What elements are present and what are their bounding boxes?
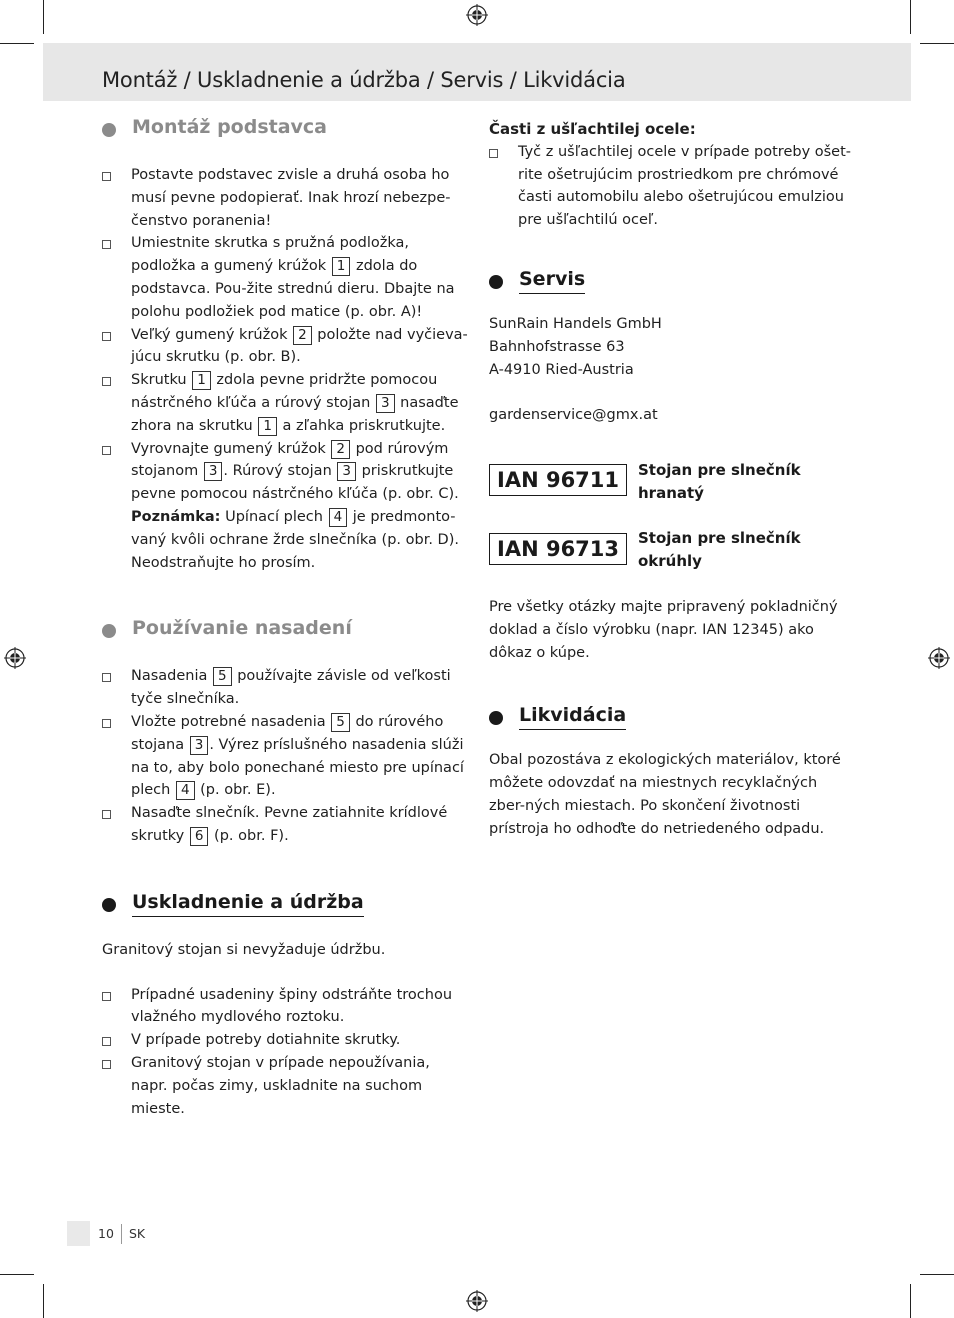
registration-mark-icon (466, 1290, 488, 1312)
service-email[interactable]: gardenservice@gmx.at (489, 407, 658, 424)
text-run: Vložte potrebné nasadenia (131, 713, 331, 730)
text-run: (p. obr. F). (209, 827, 289, 844)
list-item (102, 369, 470, 437)
part-number-ref: 3 (337, 462, 356, 481)
text-run: a zľahka priskrutkujte. (277, 417, 446, 434)
ian-product-label-line: Stojan pre slnečník (638, 461, 801, 479)
crop-mark (910, 1284, 911, 1318)
text-run: priskrutkujte pevne pomocou nástrčného kľúča (p. obr. C). (131, 463, 459, 503)
right-column (489, 118, 857, 427)
text-run: zdola pevne pridržte pomocou nástrčného kľúča a rúrový stojan (131, 372, 438, 411)
checkbox-bullet-icon (102, 1037, 111, 1046)
crop-mark (920, 1274, 954, 1275)
section-heading-text: Servis (519, 268, 585, 294)
text-run: Nasaďte slnečník. Pevne zatiahnite krídlové skrutky (131, 805, 448, 844)
list-item (102, 1029, 470, 1052)
part-number-ref: 3 (204, 462, 223, 481)
section-heading-text: Uskladnenie a údržba (132, 891, 364, 917)
crop-mark (0, 43, 34, 44)
checkbox-bullet-icon (102, 1060, 111, 1069)
section-heading-text: Používanie nasadení (132, 617, 352, 640)
instruction-list (102, 164, 470, 506)
text-run: . Výrez príslušného nasadenia slúži na to, aby bolo ponechané miesto pre upínací plech (131, 736, 464, 799)
list-item (102, 711, 470, 802)
checkbox-bullet-icon (102, 332, 111, 341)
checkbox-bullet-icon (102, 992, 111, 1001)
section-heading-text: Montáž podstavca (132, 116, 328, 138)
text-run: . Rúrový stojan (223, 463, 337, 480)
bullet-dot-icon (102, 123, 116, 137)
ian-product-label-line: hranatý (638, 483, 704, 502)
text-run: Granitový stojan v prípade nepoužívania, napr. počas zimy, uskladnite na suchom mieste. (131, 1054, 430, 1117)
crop-mark (910, 0, 911, 34)
ian-product-label (638, 527, 801, 573)
text-run: Postavte podstavec zvisle a druhá osoba ho musí pevne podopierať. Inak hrozí nebezpe-čenstvo poranenia! (131, 167, 451, 229)
text-run: do rúrového stojana (131, 713, 444, 753)
list-item (102, 984, 470, 1030)
list-item (102, 665, 470, 711)
list-item (102, 164, 470, 232)
steel-heading: Časti z ušľachtilej ocele: (489, 120, 696, 138)
section-heading (102, 617, 470, 647)
bullet-dot-icon (102, 898, 116, 912)
checkbox-bullet-icon (102, 719, 111, 728)
text-run: Umiestnite skrutka s pružná podložka, podložka a gumený krúžok (131, 235, 410, 275)
section-heading (489, 704, 854, 734)
note-label: Poznámka: (131, 508, 221, 525)
text-run: Prípadné usadeniny špiny odstráňte trochou vlažného mydlového roztoku. (131, 986, 453, 1026)
part-number-ref: 4 (176, 781, 195, 800)
ian-product-label-line: okrúhly (638, 551, 702, 570)
crop-mark (43, 0, 44, 34)
registration-mark-icon (466, 4, 488, 26)
ian-box: IAN 96711 (489, 464, 627, 496)
part-number-ref: 1 (258, 417, 277, 436)
list-item (102, 1052, 470, 1120)
list-item (489, 141, 857, 232)
disposal-text: Obal pozostáva z ekologických materiálov, ktoré môžete odovzdať na miestnych recyklačných zber-ných miestach. Po skončení životnosti prístroja ho odhoďte do netriedeného odpadu. (489, 752, 841, 837)
part-number-ref: 1 (192, 371, 211, 390)
text-run: nasaďte zhora na skrutku (131, 394, 459, 434)
page-number: 10 (98, 1226, 114, 1241)
section-heading (489, 268, 857, 298)
company-street: Bahnhofstrasse 63 (489, 338, 625, 355)
company-city: A-4910 Ried-Austria (489, 361, 634, 378)
registration-mark-icon (928, 647, 950, 669)
text-run: Vyrovnajte gumený krúžok (131, 440, 331, 457)
text-run: pod rúrovým stojanom (131, 440, 449, 480)
steel-list (489, 141, 857, 232)
text-run: položte nad vyčieva-júcu skrutku (p. obr. B). (131, 326, 468, 366)
list-item (102, 232, 470, 323)
maintenance-intro: Granitový stojan si nevyžaduje údržbu. (102, 941, 386, 958)
list-item (102, 324, 470, 370)
checkbox-bullet-icon (102, 172, 111, 181)
checkbox-bullet-icon (102, 810, 111, 819)
checkbox-bullet-icon (489, 149, 498, 158)
part-number-ref: 5 (331, 713, 350, 732)
page-title: Montáž / Uskladnenie a údržba / Servis / Likvidácia (102, 68, 626, 92)
bullet-dot-icon (102, 624, 116, 638)
text-run: používajte závisle od veľkosti tyče slnečníka. (131, 668, 451, 708)
left-column (102, 116, 470, 1120)
part-number-ref: 1 (332, 257, 351, 276)
list-item (102, 438, 470, 506)
receipt-note: Pre všetky otázky majte pripravený pokladničný doklad a číslo výrobku (napr. IAN 12345) ako dôkaz o kúpe. (489, 599, 838, 661)
text-run: Nasadenia (131, 668, 213, 685)
crop-mark (43, 1284, 44, 1318)
part-number-ref: 3 (190, 736, 209, 755)
language-code: SK (129, 1226, 146, 1241)
text-run: V prípade potreby dotiahnite skrutky. (131, 1032, 401, 1049)
instruction-list (102, 665, 470, 847)
ian-box: IAN 96713 (489, 533, 627, 565)
checkbox-bullet-icon (102, 446, 111, 455)
part-number-ref: 6 (190, 827, 209, 846)
text-run: je predmonto-vaný kvôli ochrane žrde slnečníka (p. obr. D). Neodstraňujte ho prosím. (131, 508, 459, 571)
section-heading (102, 891, 470, 921)
crop-mark (920, 43, 954, 44)
part-number-ref: 2 (331, 440, 350, 459)
right-column-lower (489, 596, 854, 841)
note-paragraph (102, 506, 470, 574)
footer-marker (67, 1221, 90, 1246)
text-run: Upínací plech (220, 508, 328, 525)
text-run: Tyč z ušľachtilej ocele v prípade potreby ošet-rite ošetrujúcim prostriedkom pre chrómové časti automobilu alebo ošetrujúcou emulziou pre ušľachtilú oceľ. (518, 143, 852, 229)
part-number-ref: 5 (213, 667, 232, 686)
footer-divider (121, 1224, 122, 1244)
bullet-dot-icon (489, 275, 503, 289)
text-run: zdola do podstavca. Pou-žite strednú dieru. Dbajte na polohu podložiek pod matice (p. obr. A)! (131, 258, 455, 320)
section-heading (102, 116, 470, 146)
ian-product-label-line: Stojan pre slnečník (638, 529, 801, 547)
checkbox-bullet-icon (102, 673, 111, 682)
part-number-ref: 3 (376, 394, 395, 413)
text-run: Veľký gumený krúžok (131, 326, 293, 343)
part-number-ref: 4 (329, 508, 348, 527)
instruction-list (102, 984, 470, 1121)
registration-mark-icon (4, 647, 26, 669)
crop-mark (0, 1274, 34, 1275)
list-item (102, 802, 470, 848)
ian-product-label (638, 459, 801, 505)
checkbox-bullet-icon (102, 240, 111, 249)
part-number-ref: 2 (293, 326, 312, 345)
company-name: SunRain Handels GmbH (489, 315, 662, 332)
text-run: (p. obr. E). (195, 782, 276, 799)
bullet-dot-icon (489, 711, 503, 725)
text-run: Skrutku (131, 372, 192, 389)
checkbox-bullet-icon (102, 377, 111, 386)
section-heading-text: Likvidácia (519, 704, 626, 730)
